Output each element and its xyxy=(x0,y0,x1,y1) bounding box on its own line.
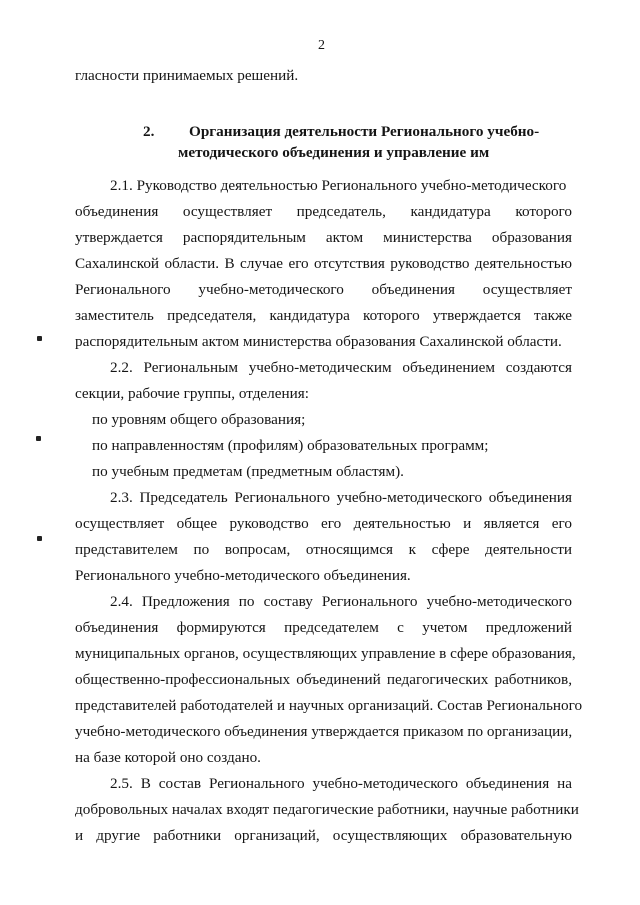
text-line: учебно-методического объединения утверждается приказом по организации, xyxy=(75,723,573,740)
text-line: 2.5. В состав Регионального учебно-методического объединения на xyxy=(110,775,572,792)
list-item: по направленностям (профилям) образовательных программ; xyxy=(92,437,489,454)
text-line: гласности принимаемых решений. xyxy=(75,67,299,84)
text-line: утверждается распорядительным актом министерства образования xyxy=(75,229,572,246)
text-line: секции, рабочие группы, отделения: xyxy=(75,385,309,402)
text-line: объединения осуществляет председатель, кандидатура которого xyxy=(75,203,572,220)
section-title-line-2: методического объединения и управление им xyxy=(178,144,490,161)
text-line: Сахалинской области. В случае его отсутствия руководство деятельностью xyxy=(75,255,572,272)
text-line: добровольных началах входят педагогические работники, научные работники xyxy=(75,801,579,818)
text-line: на базе которой оно создано. xyxy=(75,749,261,766)
text-line: общественно-профессиональных объединений педагогических работников, xyxy=(75,671,572,688)
text-line: объединения формируются председателем с учетом предложений xyxy=(75,619,572,636)
text-line: 2.2. Региональным учебно-методическим объединением создаются xyxy=(110,359,572,376)
page-number: 2 xyxy=(318,38,325,53)
list-item: по уровням общего образования; xyxy=(92,411,306,428)
text-line: 2.4. Предложения по составу Регионального учебно-методического xyxy=(110,593,572,610)
text-line: осуществляет общее руководство его деятельностью и является его xyxy=(75,515,572,532)
text-line: заместитель председателя, кандидатура которого утверждается также xyxy=(75,307,572,324)
text-line: 2.1. Руководство деятельностью Регионального учебно-методического xyxy=(110,177,567,194)
scan-speck xyxy=(37,336,42,341)
text-line: представителем по вопросам, относящимся к сфере деятельности xyxy=(75,541,572,558)
list-item: по учебным предметам (предметным областям). xyxy=(92,463,404,480)
text-line: и другие работники организаций, осуществляющих образовательную xyxy=(75,827,572,844)
text-line: муниципальных органов, осуществляющих управление в сфере образования, xyxy=(75,645,576,662)
text-line: представителей работодателей и научных организаций. Состав Регионального xyxy=(75,697,583,714)
text-line: распорядительным актом министерства образования Сахалинской области. xyxy=(75,333,562,350)
text-line: Регионального учебно-методического объединения. xyxy=(75,567,411,584)
scan-speck xyxy=(36,436,41,441)
text-line: 2.3. Председатель Регионального учебно-методического объединения xyxy=(110,489,572,506)
scan-speck xyxy=(37,536,42,541)
section-title-line-1: Организация деятельности Регионального учебно- xyxy=(189,123,540,140)
section-number: 2. xyxy=(143,123,155,140)
text-line: Регионального учебно-методического объединения осуществляет xyxy=(75,281,572,298)
